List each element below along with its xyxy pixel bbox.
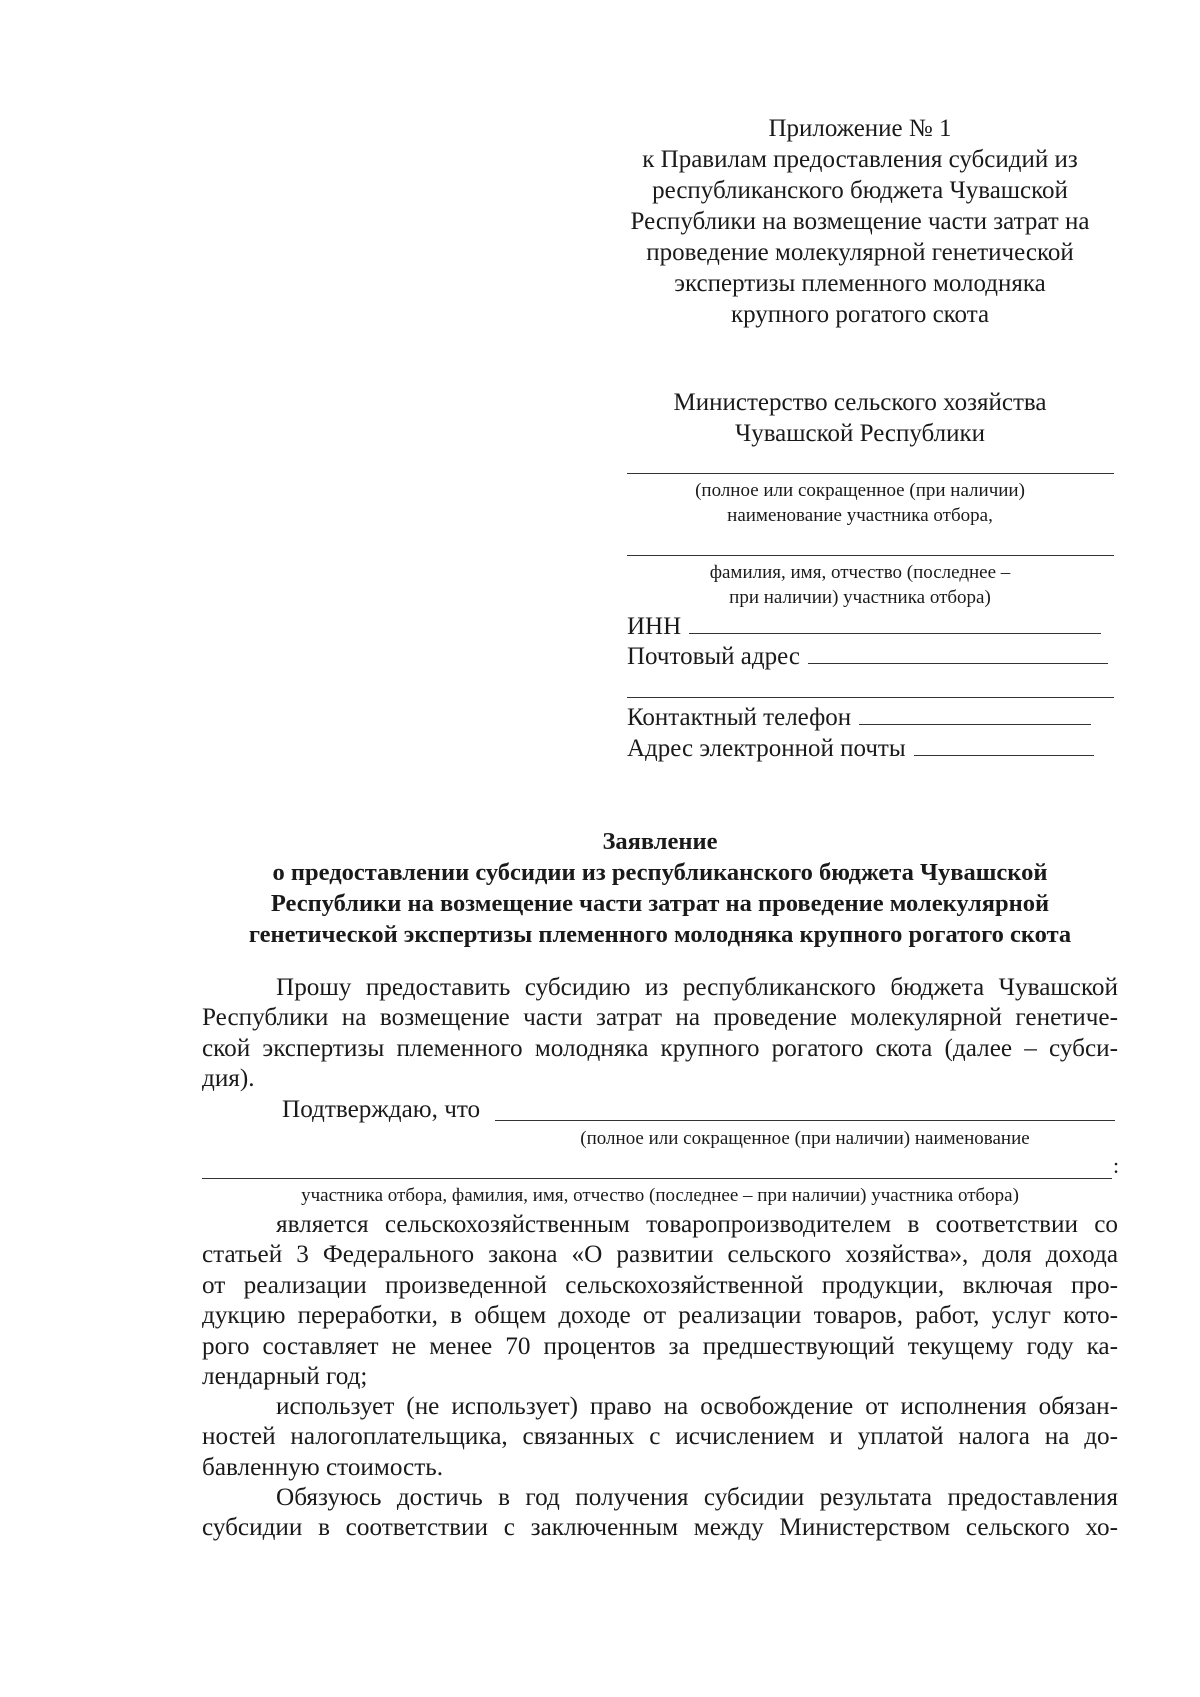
text-line: ской экспертизы племенного молодняка крупного рогатого скота (далее – субси- [202, 1034, 1118, 1062]
inn-label: ИНН [627, 613, 682, 640]
applicant-fio-line[interactable] [627, 555, 1114, 556]
confirm-hint [495, 1126, 1115, 1151]
appendix-line: экспертизы племенного молодняка [674, 270, 1046, 297]
appendix-header [620, 113, 1100, 330]
applicant-name-hint [620, 478, 1100, 528]
text-line: дия). [202, 1065, 255, 1093]
text-line: является сельскохозяйственным товаропроизводителем в соответствии со [276, 1211, 1118, 1238]
text-line: субсидии в соответствии с заключенным между Министерством сельского хо- [202, 1514, 1118, 1542]
title-line: о предоставлении субсидии из республиканского бюджета Чувашской [272, 859, 1048, 886]
email-label: Адрес электронной почты [627, 735, 906, 762]
text-line: Республики на возмещение части затрат на проведение молекулярной генетиче- [202, 1004, 1118, 1032]
participant-input-line[interactable] [202, 1178, 1112, 1179]
text-line: статьей 3 Федерального закона «О развитии сельского хозяйства», доля дохода [202, 1241, 1118, 1269]
inn-input-line[interactable] [689, 611, 1101, 634]
text-line: бавленную стоимость. [202, 1453, 444, 1481]
text-line: дукцию переработки, в общем доходе от реализации товаров, работ, услуг кото- [202, 1302, 1118, 1330]
email-input-line[interactable] [914, 733, 1094, 756]
appendix-line: к Правилам предоставления субсидий из [642, 146, 1078, 173]
producer-paragraph [202, 1210, 1118, 1392]
text-line: рого составляет не менее 70 процентов за предшествующий текущему году ка- [202, 1332, 1118, 1360]
request-paragraph [202, 973, 1118, 1095]
postal-field [627, 641, 1108, 672]
phone-input-line[interactable] [859, 702, 1091, 725]
ministry-line: Чувашской Республики [734, 420, 986, 447]
text-line: ностей налогоплательщика, связанных с исчислением и уплатой налога на до- [202, 1423, 1118, 1451]
hint-line: (полное или сокращенное (при наличии) наименование [580, 1128, 1030, 1149]
hint-line: (полное или сокращенное (при наличии) [695, 480, 1025, 501]
title-line: генетической экспертизы племенного молодняка крупного рогатого скота [248, 921, 1072, 948]
title-line: Заявление [602, 828, 718, 855]
text-line: Прошу предоставить субсидию из республиканского бюджета Чувашской [276, 974, 1118, 1001]
title-line: Республики на возмещение части затрат на проведение молекулярной [270, 890, 1050, 917]
postal-label: Почтовый адрес [627, 643, 800, 670]
confirm-line [282, 1095, 480, 1125]
colon: : [1113, 1153, 1120, 1178]
confirm-input-line[interactable] [495, 1120, 1115, 1121]
appendix-line: крупного рогатого скота [730, 301, 990, 328]
appendix-line: Приложение № 1 [768, 115, 952, 142]
vat-paragraph [202, 1392, 1118, 1483]
text-line: от реализации произведенной сельскохозяйственной продукции, включая про- [202, 1271, 1118, 1299]
text-line: использует (не использует) право на освобождение от исполнения обязан- [276, 1393, 1118, 1420]
inn-field [627, 611, 1101, 642]
appendix-line: Республики на возмещение части затрат на [630, 208, 1090, 235]
postal-continuation-line[interactable] [627, 697, 1114, 698]
phone-field [627, 702, 1091, 733]
email-field [627, 733, 1094, 764]
hint-line: наименование участника отбора, [727, 505, 993, 526]
participant-hint [202, 1183, 1118, 1208]
obligation-paragraph [202, 1483, 1118, 1544]
phone-label: Контактный телефон [627, 704, 852, 731]
hint-line: участника отбора, фамилия, имя, отчество (последнее – при наличии) участника отбора) [301, 1185, 1019, 1206]
hint-line: фамилия, имя, отчество (последнее – [709, 562, 1011, 583]
appendix-line: республиканского бюджета Чувашской [652, 177, 1068, 204]
text-line: Обязуюсь достичь в год получения субсидии результата предоставления [276, 1484, 1118, 1511]
text-line: лендарный год; [202, 1363, 368, 1391]
postal-input-line[interactable] [808, 641, 1108, 664]
applicant-fio-hint [620, 560, 1100, 610]
document-title [200, 826, 1120, 950]
hint-line: при наличии) участника отбора) [729, 587, 991, 608]
appendix-line: проведение молекулярной генетической [646, 239, 1074, 266]
ministry-line: Министерство сельского хозяйства [673, 389, 1047, 416]
applicant-name-line[interactable] [627, 473, 1114, 474]
confirm-label: Подтверждаю, что [282, 1096, 481, 1123]
addressee-ministry [620, 387, 1100, 449]
